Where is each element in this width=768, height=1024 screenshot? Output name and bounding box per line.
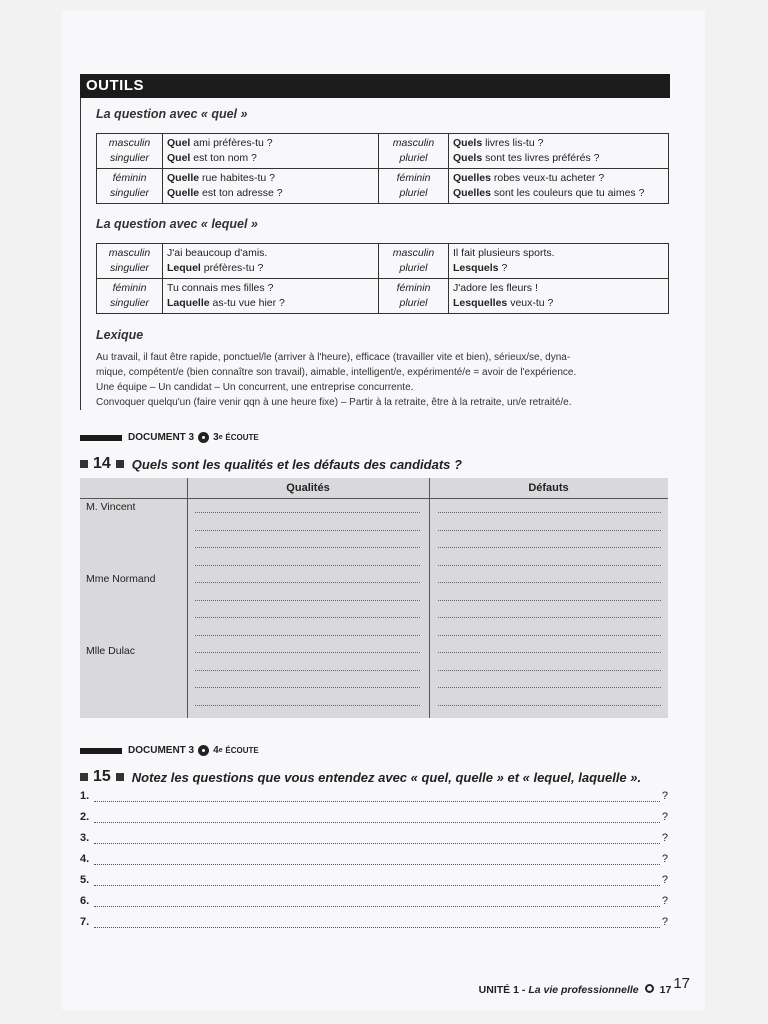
answer-dotted-line[interactable] [195, 600, 420, 601]
answer-line[interactable] [80, 895, 668, 911]
question-mark: ? [661, 790, 668, 802]
exercise-question: Notez les questions que vous entendez avec « quel, quelle » et « lequel, laquelle ». [131, 769, 642, 785]
quel-table [96, 133, 669, 204]
candidate-label: Mme Normand [86, 573, 156, 585]
lexique-line: Convoquer quelqu'un (faire venir qqn à une heure fixe) – Partir à la retraite, être à la retraite, un/e retraité/e. [96, 397, 572, 408]
gender-label: masculin singulier [97, 244, 163, 279]
example-cell: Il fait plusieurs sports. Lesquels ? [449, 244, 669, 279]
qualities-grid [80, 478, 668, 718]
dotted-line [94, 864, 660, 865]
quel-heading: La question avec « quel » [96, 107, 248, 121]
doc-bar [80, 748, 122, 754]
ecoute-sup: e [218, 747, 223, 754]
question-mark: ? [661, 895, 668, 907]
candidate-label: Mlle Dulac [86, 645, 136, 657]
answer-line[interactable] [80, 916, 668, 932]
ecoute-number: 3 [213, 432, 219, 443]
example-cell: Tu connais mes filles ? Laquelle as-tu vue hier ? [163, 279, 379, 314]
line-number: 1. [80, 790, 90, 802]
footer-unit: UNITÉ 1 - [478, 984, 526, 996]
answer-dotted-line[interactable] [438, 652, 661, 653]
line-number: 4. [80, 853, 90, 865]
table-row [97, 279, 669, 314]
col-defauts: Défauts [429, 478, 668, 499]
dotted-line [94, 801, 660, 802]
answer-line[interactable] [80, 832, 668, 848]
grid-divider [429, 478, 430, 718]
page-number: 17 [673, 975, 690, 992]
line-number: 7. [80, 916, 90, 928]
line-number: 6. [80, 895, 90, 907]
lexique-line: Au travail, il faut être rapide, ponctuel/le (arriver à l'heure), efficace (travailler vite et bien), sérieux/se, dyna- [96, 352, 571, 363]
answer-dotted-line[interactable] [438, 547, 661, 548]
lexique-line: Une équipe – Un candidat – Un concurrent, une entreprise concurrente. [96, 382, 414, 393]
answer-dotted-line[interactable] [195, 705, 420, 706]
answer-dotted-line[interactable] [438, 565, 661, 566]
exercise-14-title [80, 455, 462, 473]
dotted-line [94, 906, 660, 907]
example-cell: J'adore les fleurs ! Lesquelles veux-tu ? [449, 279, 669, 314]
question-mark: ? [661, 916, 668, 928]
square-bullet [80, 773, 88, 781]
answer-dotted-line[interactable] [195, 582, 420, 583]
document-label-2 [80, 745, 259, 756]
answer-dotted-line[interactable] [438, 582, 661, 583]
answer-dotted-line[interactable] [195, 652, 420, 653]
outils-left-rule [80, 98, 81, 410]
answer-line[interactable] [80, 811, 668, 827]
answer-dotted-line[interactable] [438, 617, 661, 618]
gender-label: féminin pluriel [379, 169, 449, 204]
cd-icon [198, 432, 209, 443]
example-cell: Quel ami préfères-tu ? Quel est ton nom ? [163, 134, 379, 169]
line-number: 5. [80, 874, 90, 886]
answer-dotted-line[interactable] [438, 530, 661, 531]
answer-dotted-line[interactable] [195, 512, 420, 513]
question-mark: ? [661, 853, 668, 865]
answer-dotted-line[interactable] [438, 670, 661, 671]
exercise-question: Quels sont les qualités et les défauts des candidats ? [131, 456, 462, 472]
ecoute-sup: e [218, 434, 223, 441]
document-label-1 [80, 432, 259, 443]
square-bullet [116, 773, 124, 781]
cd-icon [198, 745, 209, 756]
answer-dotted-line[interactable] [438, 705, 661, 706]
answer-line[interactable] [80, 853, 668, 869]
outils-banner: OUTILS [80, 74, 670, 98]
answer-dotted-line[interactable] [195, 670, 420, 671]
grid-divider [187, 478, 188, 718]
dotted-line [94, 927, 660, 928]
doc-bar [80, 435, 122, 441]
answer-dotted-line[interactable] [438, 600, 661, 601]
lequel-table [96, 243, 669, 314]
dotted-line [94, 822, 660, 823]
gender-label: féminin singulier [97, 279, 163, 314]
footer-theme: La vie professionnelle [528, 984, 639, 996]
answer-dotted-line[interactable] [195, 565, 420, 566]
page-footer [478, 975, 690, 997]
table-row [97, 244, 669, 279]
table-row [97, 169, 669, 204]
lexique-line: mique, compétent/e (bien connaître son travail), aimable, intelligent/e, expérimenté/e = avoir de l'expérience. [96, 367, 577, 378]
line-number: 2. [80, 811, 90, 823]
exercise-number: 15 [93, 768, 111, 785]
question-mark: ? [661, 874, 668, 886]
question-mark: ? [661, 811, 668, 823]
answer-dotted-line[interactable] [438, 512, 661, 513]
answer-dotted-line[interactable] [438, 635, 661, 636]
ecoute-number: 4 [213, 745, 219, 756]
example-cell: Quels livres lis-tu ? Quels sont tes livres préférés ? [449, 134, 669, 169]
square-bullet [80, 460, 88, 468]
gender-label: masculin pluriel [379, 244, 449, 279]
line-number: 3. [80, 832, 90, 844]
example-cell: Quelle rue habites-tu ? Quelle est ton adresse ? [163, 169, 379, 204]
answer-line[interactable] [80, 874, 668, 890]
doc-title: DOCUMENT 3 [128, 432, 195, 443]
answer-dotted-line[interactable] [195, 617, 420, 618]
answer-dotted-line[interactable] [195, 530, 420, 531]
candidate-label: M. Vincent [86, 501, 136, 513]
table-row [97, 134, 669, 169]
exercise-15-title [80, 768, 641, 786]
gender-label: masculin singulier [97, 134, 163, 169]
answer-dotted-line[interactable] [438, 687, 661, 688]
gender-label: féminin pluriel [379, 279, 449, 314]
dotted-line [94, 885, 660, 886]
gender-label: masculin pluriel [379, 134, 449, 169]
dotted-line [94, 843, 660, 844]
answer-line[interactable] [80, 790, 668, 806]
circle-bullet-icon [645, 984, 654, 993]
question-mark: ? [661, 832, 668, 844]
square-bullet [116, 460, 124, 468]
grid-head-blank [80, 478, 187, 499]
example-cell: J'ai beaucoup d'amis. Lequel préfères-tu ? [163, 244, 379, 279]
answer-dotted-line[interactable] [195, 547, 420, 548]
gender-label: féminin singulier [97, 169, 163, 204]
example-cell: Quelles robes veux-tu acheter ? Quelles sont les couleurs que tu aimes ? [449, 169, 669, 204]
lexique-text [96, 350, 671, 410]
col-qualites: Qualités [187, 478, 429, 499]
exercise-number: 14 [93, 455, 111, 472]
answer-dotted-line[interactable] [195, 635, 420, 636]
doc-title: DOCUMENT 3 [128, 745, 195, 756]
ecoute-label: ÉCOUTE [225, 433, 259, 442]
lequel-heading: La question avec « lequel » [96, 217, 258, 231]
ecoute-label: ÉCOUTE [225, 746, 259, 755]
page-number-small: 17 [659, 984, 672, 996]
answer-dotted-line[interactable] [195, 687, 420, 688]
lexique-heading: Lexique [96, 328, 144, 342]
